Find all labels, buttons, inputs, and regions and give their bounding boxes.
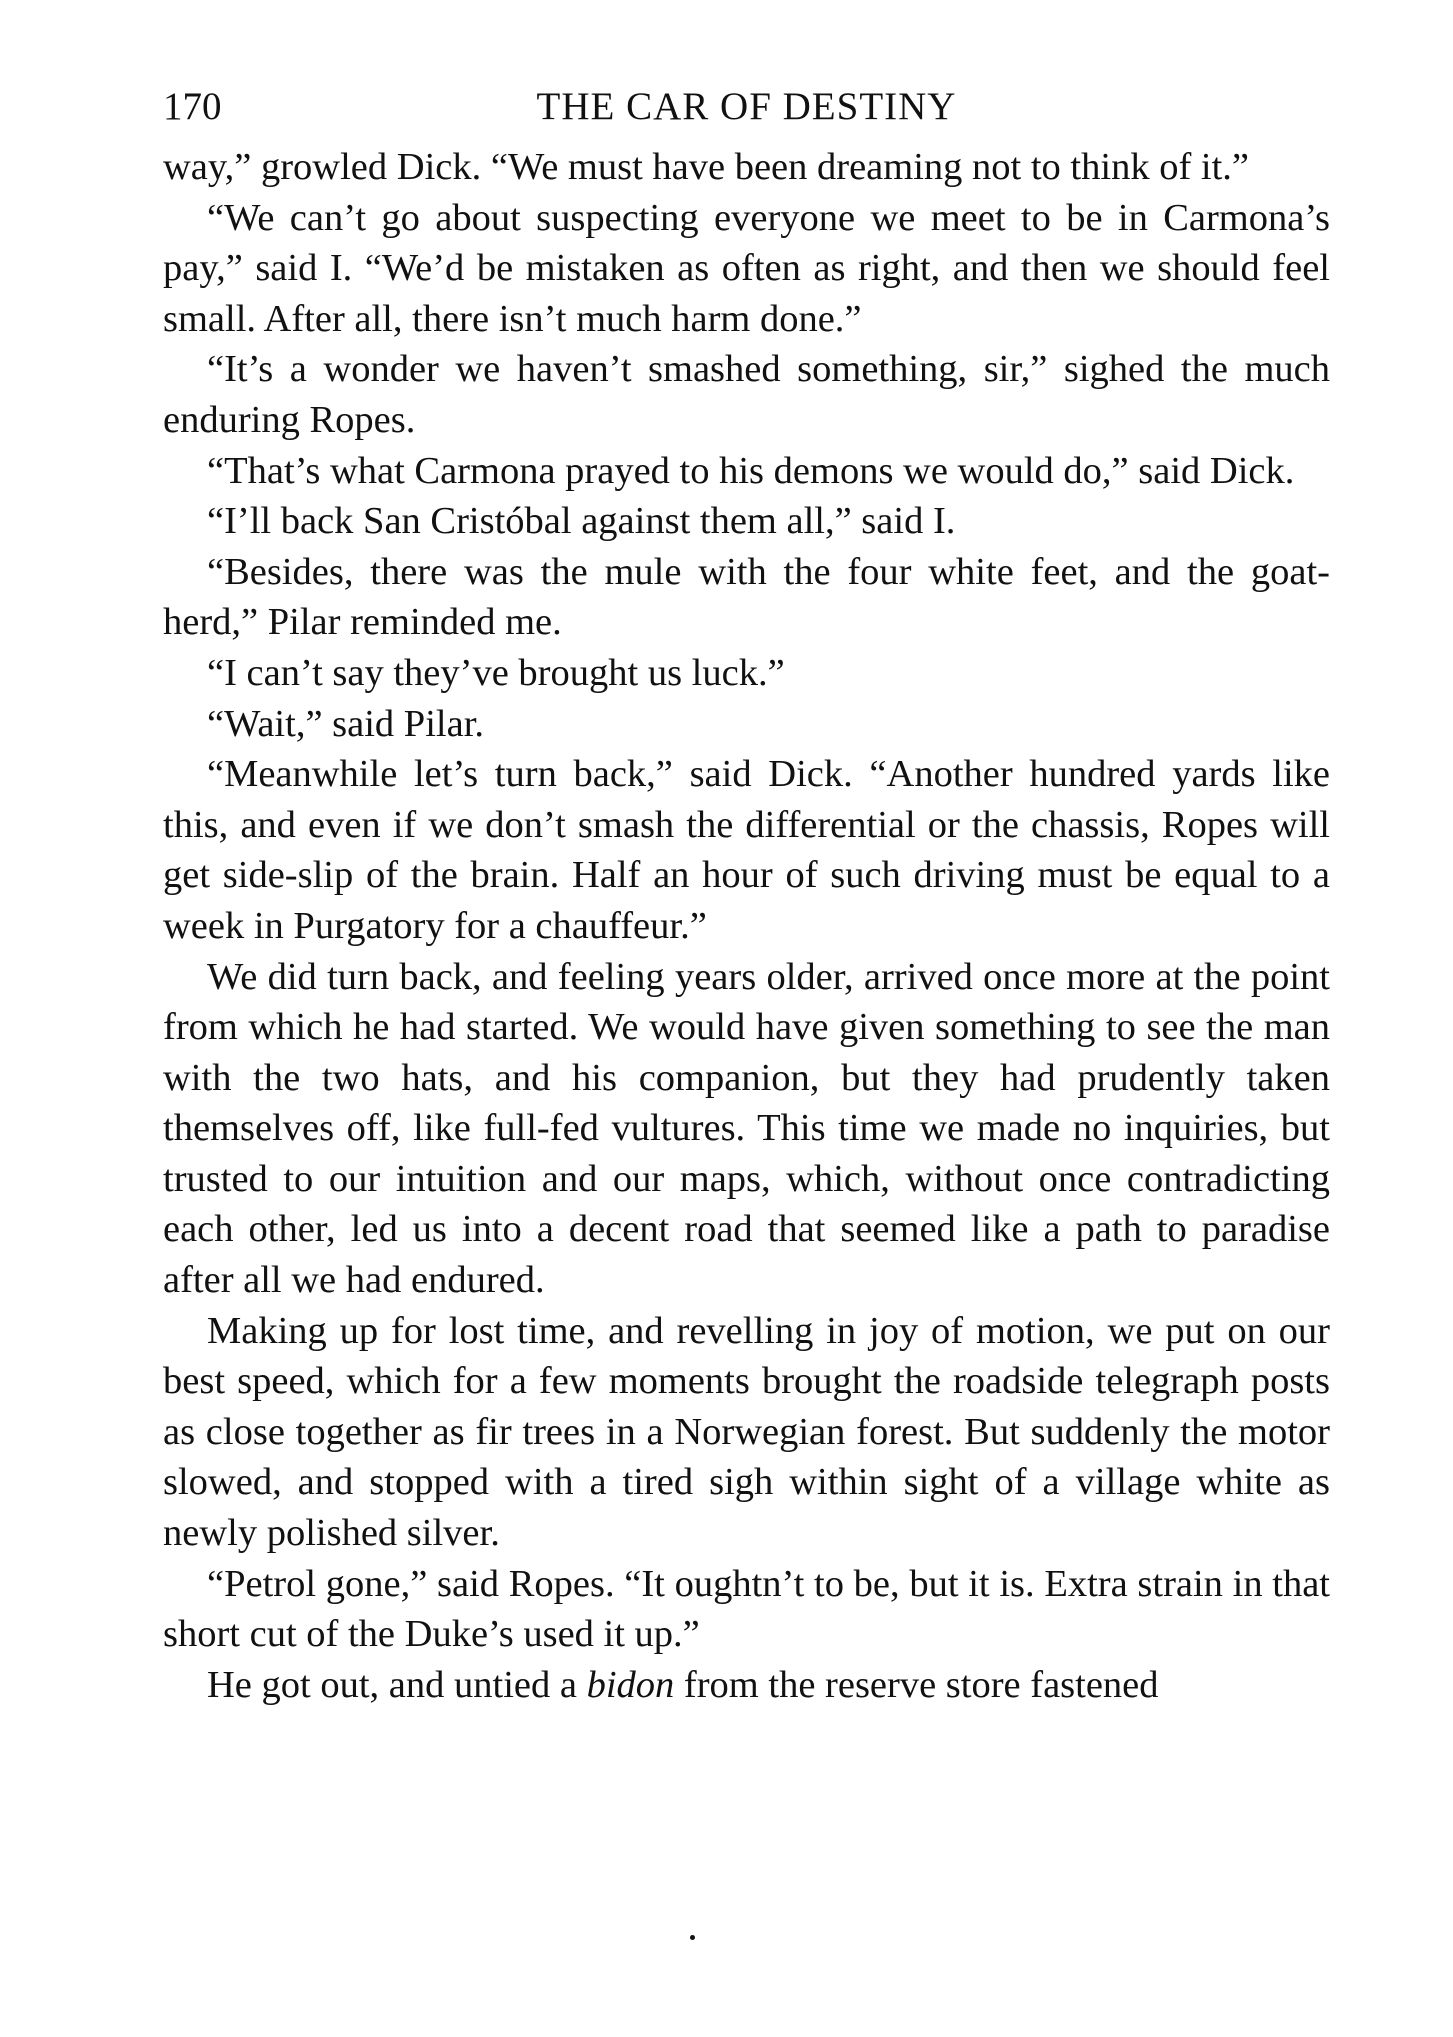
running-head	[163, 72, 1330, 142]
page-number: 170	[163, 85, 222, 128]
paragraph: “Besides, there was the mule with the four white feet, and the goat-herd,” Pilar reminded me.	[163, 550, 1330, 644]
paragraph: “That’s what Carmona prayed to his demons we would do,” said Dick.	[207, 449, 1295, 492]
paragraph: “It’s a wonder we haven’t smashed something, sir,” sighed the much enduring Ropes.	[163, 348, 1330, 441]
body-text	[163, 142, 1330, 1710]
paragraph: “I can’t say they’ve brought us luck.”	[207, 651, 785, 694]
paragraph-text: He got out, and untied a	[207, 1663, 587, 1706]
paragraph: “We can’t go about suspecting everyone we meet to be in Carmona’s pay,” said I. “We’d be mistaken as often as right, and then we should feel small. After all, there isn’t much harm done.”	[163, 196, 1330, 340]
paragraph: “Meanwhile let’s turn back,” said Dick. “Another hundred yards like this, and even if we don’t smash the differential or the chassis, Ropes will get side-slip of the brain. Half an hour of such driving must be equal to a week in Purgatory for a chauffeur.”	[163, 753, 1330, 947]
signature-dot	[690, 1935, 695, 1940]
paragraph: Making up for lost time, and revelling in joy of motion, we put on our best speed, which for a few moments brought the roadside telegraph posts as close together as fir trees in a Norwegian forest. But suddenly the motor slowed, and stopped with a tired sigh within sight of a village white as newly polished silver.	[163, 1309, 1330, 1555]
book-page	[163, 72, 1330, 1710]
paragraph: way,” growled Dick. “We must have been dreaming not to think of it.”	[163, 146, 1249, 188]
paragraph-last	[163, 1660, 1330, 1711]
paragraph: “Petrol gone,” said Ropes. “It oughtn’t to be, but it is. Extra strain in that short cut of the Duke’s used it up.”	[163, 1562, 1330, 1656]
paragraph: “Wait,” said Pilar.	[207, 702, 485, 745]
running-title: THE CAR OF DESTINY	[536, 85, 957, 128]
paragraph-text: from the reserve store fastened	[674, 1663, 1159, 1706]
paragraph: We did turn back, and feeling years older, arrived once more at the point from which he had started. We would have given something to see the man with the two hats, and his companion, but they had prudently taken themselves off, like full-fed vultures. This time we made no inquiries, but trusted to our intuition and our maps, which, without once contradicting each other, led us into a decent road that seemed like a path to paradise after all we had endured.	[163, 955, 1330, 1302]
paragraph: “I’ll back San Cristóbal against them all,” said I.	[207, 500, 956, 543]
italic-word: bidon	[586, 1663, 675, 1706]
